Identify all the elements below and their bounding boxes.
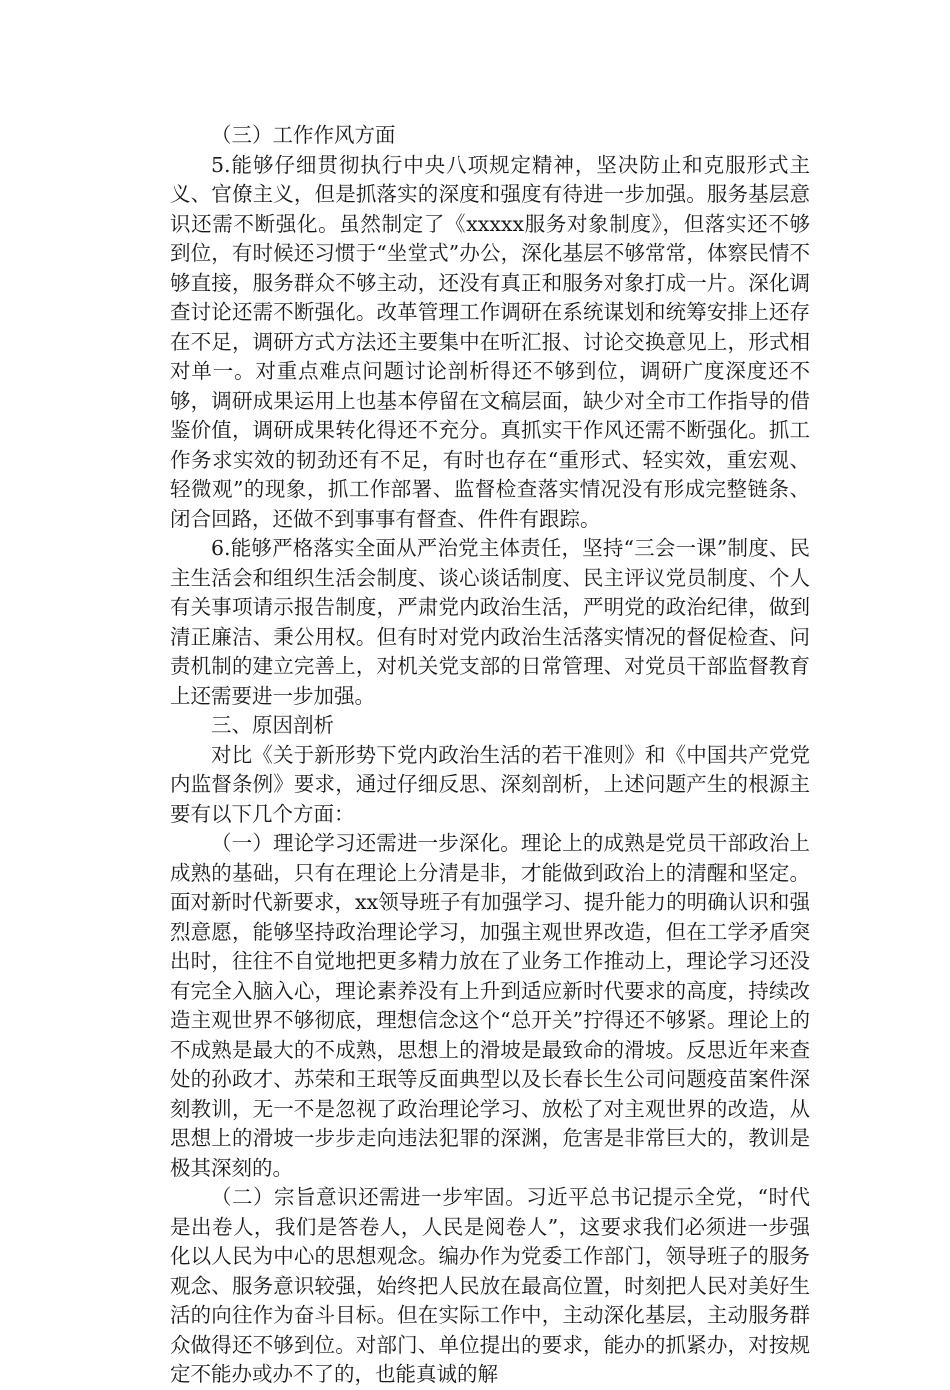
section-heading-work-style: （三）工作作风方面 (211, 123, 396, 147)
paragraph-cause-intro: 对比《关于新形势下党内政治生活的若干准则》和《中国共产党党内监督条例》要求，通过仔细反思、深刻剖析，上述问题产生的根源主要有以下几个方面： (170, 742, 810, 826)
paragraph-item-6: 6.能够严格落实全面从严治党主体责任，坚持“三会一课”制度、民主生活会和组织生活会制度、谈心谈话制度、民主评议党员制度、个人有关事项请示报告制度，严肃党内政治生活，严明党的政治纪律，做到清正廉洁、秉公用权。但有时对党内政治生活落实情况的督促检查、问责机制的建立完善上，对机关党支部的日常管理、对党员干部监督教育上还需要进一步加强。 (170, 536, 810, 708)
paragraph-cause-1-theory-study: （一）理论学习还需进一步深化。理论上的成熟是党员干部政治上成熟的基础，只有在理论上分清是非，才能做到政治上的清醒和坚定。面对新时代新要求，xx领导班子有加强学习、提升能力的明确认识和强烈意愿，能够坚持政治理论学习，加强主观世界改造，但在工学矛盾突出时，往往不自觉地把更多精力放在了业务工作推动上，理论学习还没有完全入脑入心，理论素养没有上升到适应新时代要求的高度，持续改造主观世界不够彻底，理想信念这个“总开关”拧得还不够紧。理论上的不成熟是最大的不成熟，思想上的滑坡是最致命的滑坡。反思近年来查处的孙政才、苏荣和王珉等反面典型以及长春长生公司问题疫苗案件深刻教训，无一不是忽视了政治理论学习、放松了对主观世界的改造，从思想上的滑坡一步步走向违法犯罪的深渊，危害是非常巨大的，教训是极其深刻的。 (170, 831, 810, 1180)
document-body (170, 121, 810, 1390)
section-heading-cause-analysis: 三、原因剖析 (211, 713, 334, 737)
paragraph-cause-2-purpose-awareness: （二）宗旨意识还需进一步牢固。习近平总书记提示全党，“时代是出卷人，我们是答卷人，人民是阅卷人”，这要求我们必须进一步强化以人民为中心的思想观念。编办作为党委工作部门，领导班子的服务观念、服务意识较强，始终把人民放在最高位置，时刻把人民对美好生活的向往作为奋斗目标。但在实际工作中，主动深化基层，主动服务群众做得还不够到位。对部门、单位提出的要求，能办的抓紧办，对按规定不能办或办不了的，也能真诚的解 (170, 1185, 810, 1386)
paragraph-item-5: 5.能够仔细贯彻执行中央八项规定精神，坚决防止和克服形式主义、官僚主义，但是抓落实的深度和强度有待进一步加强。服务基层意识还需不断强化。虽然制定了《xxxxx服务对象制度》，但落实还不够到位，有时候还习惯于“坐堂式”办公，深化基层不够常常，体察民情不够直接，服务群众不够主动，还没有真正和服务对象打成一片。深化调查讨论还需不断强化。改革管理工作调研在系统谋划和统筹安排上还存在不足，调研方式方法还主要集中在听汇报、讨论交换意见上，形式相对单一。对重点难点问题讨论剖析得还不够到位，调研广度深度还不够，调研成果运用上也基本停留在文稿层面，缺少对全市工作指导的借鉴价值，调研成果转化得还不充分。真抓实干作风还需不断强化。抓工作务求实效的韧劲还有不足，有时也存在“重形式、轻实效，重宏观、轻微观”的现象，抓工作部署、监督检查落实情况没有形成完整链条、闭合回路，还做不到事事有督查、件件有跟踪。 (170, 152, 810, 531)
